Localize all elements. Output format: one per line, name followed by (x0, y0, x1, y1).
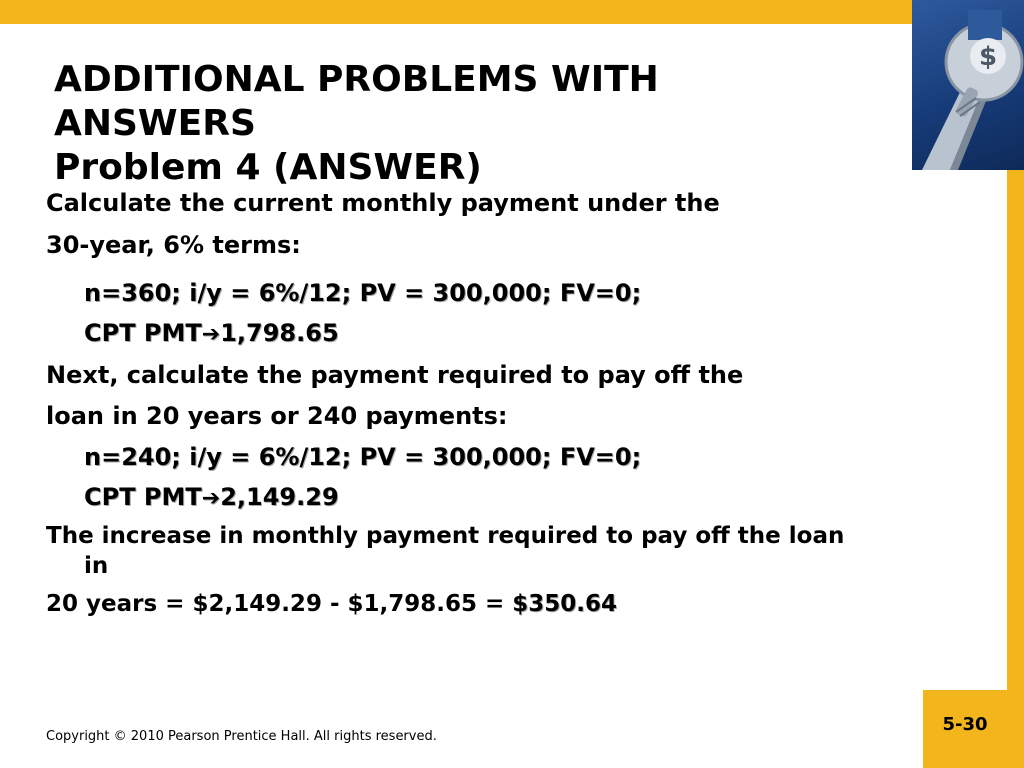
arrow-right-icon: ➔ (201, 486, 221, 511)
calculation-1-inputs: n=360; i/y = 6%/12; PV = 300,000; FV=0; (84, 279, 642, 307)
payment-result-2: 2,149.29 (220, 483, 339, 511)
top-accent-bar (0, 0, 1024, 24)
cpt-pmt-label-1: CPT PMT (84, 319, 202, 347)
copyright-footer: Copyright © 2010 Pearson Prentice Hall. All rights reserved. (46, 729, 437, 744)
payment-result-1: 1,798.65 (220, 319, 339, 347)
paragraph-1-line-1: Calculate the current monthly payment under the (46, 189, 720, 217)
calculation-1-result (84, 318, 339, 350)
paragraph-3-text: The increase in monthly payment required to pay off the loan (46, 523, 845, 549)
title-line-3: Problem 4 (ANSWER) (54, 147, 482, 188)
final-answer: $350.64 (512, 591, 618, 617)
svg-text:$: $ (978, 42, 998, 72)
slide-title (54, 58, 874, 190)
paragraph-2-line-2: loan in 20 years or 240 payments: (46, 402, 508, 430)
paragraph-3-line-2 (46, 589, 617, 619)
calculation-2-result (84, 482, 339, 514)
page-number: 5-30 (942, 714, 988, 735)
title-line-2: ANSWERS (54, 103, 256, 144)
cpt-pmt-label-2: CPT PMT (84, 483, 202, 511)
paragraph-2-line-1: Next, calculate the payment required to pay off the (46, 361, 744, 389)
title-line-1: ADDITIONAL PROBLEMS WITH (54, 59, 659, 100)
paragraph-3-line-1 (46, 521, 946, 581)
paragraph-3-continuation: in (84, 553, 109, 579)
arrow-right-icon: ➔ (201, 322, 221, 347)
calculation-2-inputs: n=240; i/y = 6%/12; PV = 300,000; FV=0; (84, 443, 642, 471)
difference-equation: 20 years = $2,149.29 - $1,798.65 = (46, 591, 513, 617)
paragraph-1-line-2: 30-year, 6% terms: (46, 231, 301, 259)
wrench-dollar-logo-icon (912, 0, 1024, 170)
